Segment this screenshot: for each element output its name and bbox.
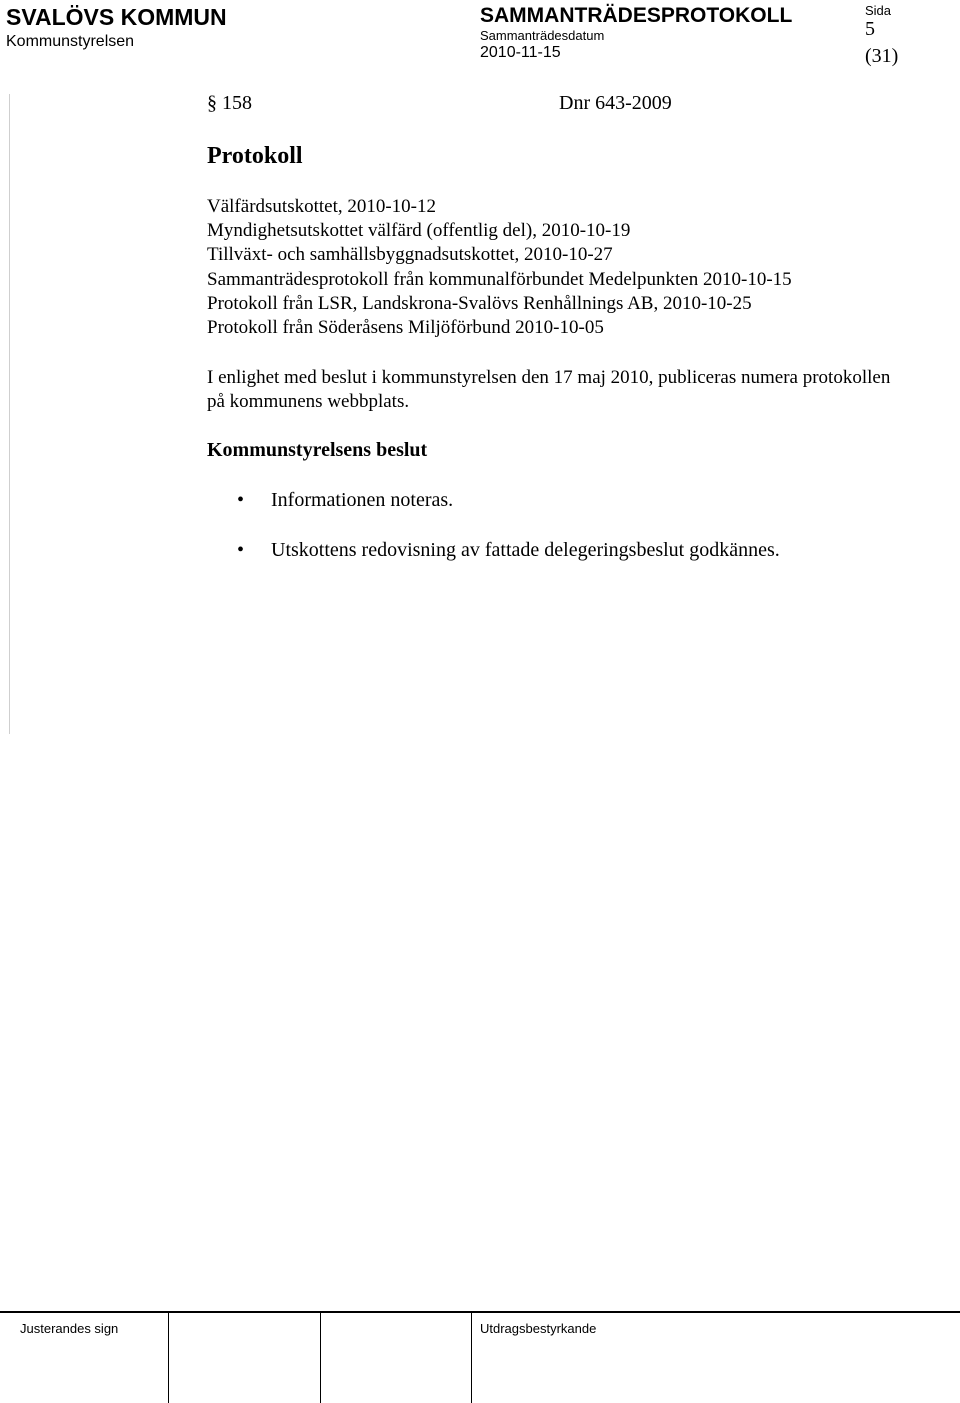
organization-unit: Kommunstyrelsen [6,33,135,50]
case-number: Dnr 643-2009 [559,92,672,114]
page-number: 5 [865,18,875,40]
utdragsbestyrkande-label: Utdragsbestyrkande [480,1321,597,1336]
publication-note: I enlighet med beslut i kommunstyrelsen den 17 maj 2010, publiceras numera protokollen på kommunens webbplats. [207,367,891,412]
paragraph-number [207,92,252,115]
document-type: SAMMANTRÄDESPROTOKOLL [480,4,793,27]
section-sign-icon: § [207,92,222,114]
list-item: Myndighetsutskottet välfärd (offentlig del), 2010-10-19 [207,220,631,242]
decision-item: Utskottens redovisning av fattade delegeringsbeslut godkännes. [271,539,780,561]
page-label: Sida [865,3,892,18]
list-item: Protokoll från LSR, Landskrona-Svalövs Renhållnings AB, 2010-10-25 [207,292,752,314]
sign-box-divider [320,1313,321,1403]
section-title: Protokoll [207,143,303,169]
bullet-icon: • [237,489,245,511]
sign-box-divider [471,1313,472,1403]
margin-line [9,94,10,734]
protocol-list [207,195,792,340]
decision-heading: Kommunstyrelsens beslut [207,439,428,461]
justerandes-sign-label: Justerandes sign [20,1321,119,1336]
page-total: (31) [865,45,899,67]
list-item: Tillväxt- och samhällsbyggnadsutskottet, 2010-10-27 [207,244,613,266]
list-item: Välfärdsutskottet, 2010-10-12 [207,196,437,217]
sign-box-divider [168,1313,169,1403]
meeting-date-label: Sammanträdesdatum [480,28,605,43]
list-item: Protokoll från Söderåsens Miljöförbund 2010-10-05 [207,317,604,339]
paragraph-number-value: 158 [222,92,252,114]
footer-rule [0,1311,960,1313]
decision-item: Informationen noteras. [271,489,454,511]
bullet-icon: • [237,539,245,561]
list-item: Sammanträdesprotokoll från kommunalförbundet Medelpunkten 2010-10-15 [207,268,792,290]
meeting-date: 2010-11-15 [480,44,561,61]
organization-name: SVALÖVS KOMMUN [6,4,227,30]
